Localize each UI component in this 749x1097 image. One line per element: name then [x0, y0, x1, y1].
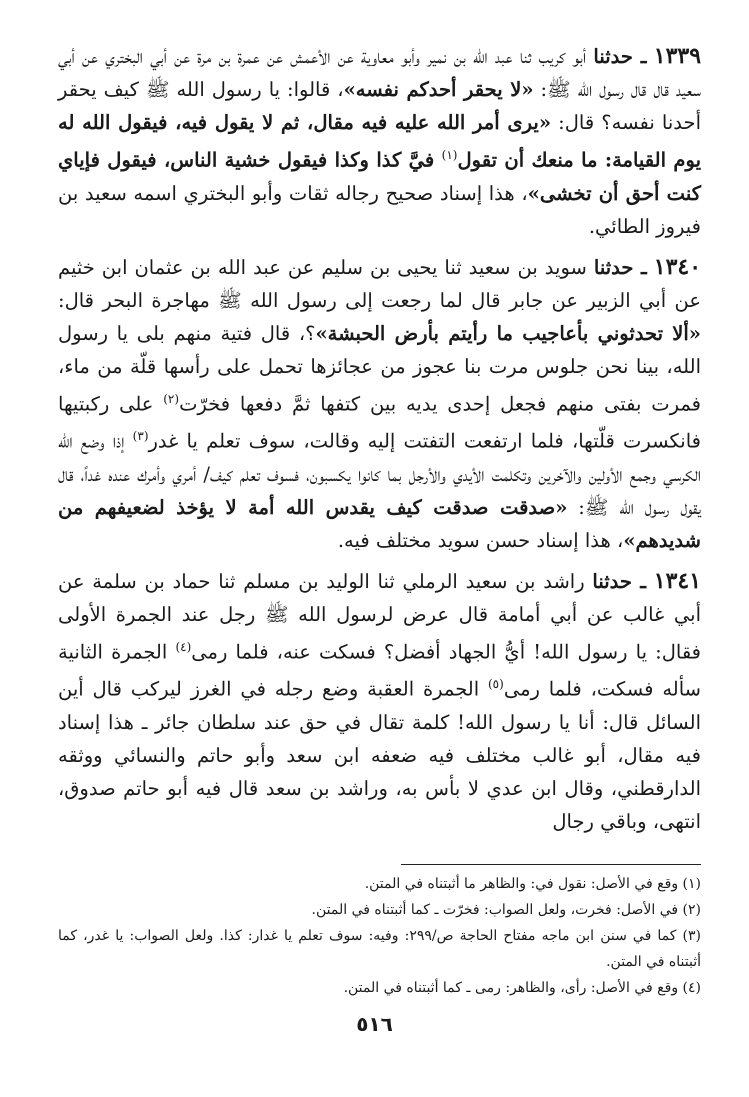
hadith-quote: «ألا تحدثوني بأعاجيب ما رأيتم بأرض الحبشة»: [315, 321, 701, 345]
hadith-text: ، هذا إسناد حسن سويد مختلف فيه.: [337, 528, 624, 552]
hadith-text: سويد بن سعيد ثنا يحيى بن سليم عن عبد الله بن عثمان ابن خثيم عن أبي الزبير عن جابر قال لما رجعت إلى رسول الله ﷺ مهاجرة البحر قال:: [58, 255, 701, 312]
footnote-ref-4[interactable]: (٤): [175, 639, 192, 654]
hadith-1339: [58, 40, 701, 243]
hadith-1341: [58, 565, 701, 838]
hadith-quote: «لا يحقر أحدكم نفسه»: [343, 78, 534, 101]
hadith-keyword: ـ حدثنا: [593, 255, 647, 279]
hadith-number: ١٣٣٩: [653, 43, 702, 69]
hadith-text: الجمرة الثانية سأله فسكت، فلما رمى: [58, 640, 701, 701]
hadith-text: ، قالوا: يا رسول الله ﷺ كيف يحقر أحدنا نفسه؟ قال:: [58, 78, 701, 134]
footnote-divider: [401, 864, 701, 865]
hadith-keyword: ـ حدثنا: [593, 45, 647, 68]
hadith-number: ١٣٤٠: [653, 253, 702, 280]
hadith-text: راشد بن سعيد الرملي ثنا الوليد بن مسلم ثنا حماد بن سلمة عن أبي غالب عن أبي أمامة قال عرض لرسول الله ﷺ رجل عند الجمرة الأولى فقال: يا رسول الله! أيُّ الجهاد أفضل؟ فسكت عنه، فلما رمى: [58, 569, 702, 663]
hadith-text: إذا وضع الله الكرسي وجمع الأولين والآخرين وتكلمت الأيدي والأرجل بما كانوا يكسبون، فسوف تعلم كيف/ أمري وأمرك عنده غداً، قال يقول رسول الله ﷺ:: [58, 429, 701, 519]
hadith-1340: [58, 251, 701, 557]
hadith-text: أبو كريب ثنا عبد الله بن نمير وأبو معاوية عن الأعمش عن عمرة بن مرة عن أبي البختري عن أبي سعيد قال قال رسول الله ﷺ:: [58, 45, 701, 101]
hadith-quote: «صدقت صدقت كيف يقدس الله أمة لا يؤخذ لضعيفهم من شديدهم»: [58, 495, 701, 552]
page-number: ٥١٦: [356, 1012, 393, 1036]
hadith-text: الجمرة العقبة وضع رجله في الغرز ليركب قال أين السائل قال: أنا يا رسول الله! كلمة تقال في حق عند سلطان جائر ـ هذا إسناد فيه مقال، أبو غالب مختلف فيه ضعفه ابن سعد وأبو حاتم والنسائي ووثقه الدارقطني، وقال ابن عدي لا بأس به، وراشد بن سعد قال فيه أبو حاتم صدوق، انتهى، وباقي رجال: [58, 677, 701, 833]
hadith-quote: فيَّ كذا وكذا فيقول خشية الناس، فيقول فإياي كنت أحق أن تخشى»: [58, 148, 701, 205]
footnote-1: (١) وقع في الأصل: نقول في: والظاهر ما أثبتناه في المتن.: [364, 875, 701, 892]
hadith-text: ؟، قال فتية منهم بلى يا رسول الله، بينا نحن جلوس مرت بنا عجوز من عجائزها تحمل على رأسها قلّة من ماء، فمرت بفتى منهم فجعل إحدى يديه بين كتفها ثمَّ دفعها فخرّت: [58, 321, 701, 415]
footnote-2: (٢) في الأصل: فخرت، ولعل الصواب: فخرّت ـ كما أثبتناه في المتن.: [311, 901, 701, 918]
footnote-ref-2[interactable]: (٢): [163, 391, 180, 406]
hadith-text: على ركبتيها فانكسرت قلّتها، فلما ارتفعت التفتت إليه وقالت، سوف تعلم يا غدر: [58, 392, 701, 453]
footnote-ref-3[interactable]: (٣): [132, 429, 149, 443]
footnote-ref-1[interactable]: (١): [441, 148, 458, 162]
footnote-3: (٣) كما في سنن ابن ماجه مفتاح الحاجة ص/٢٩٩: وفيه: سوف تعلم يا غدار: كذا. ولعل الصواب: يا غدر، كما أثبتناه في المتن.: [58, 927, 701, 970]
footnotes: [58, 871, 701, 1001]
footnote-ref-5[interactable]: (٥): [487, 677, 504, 691]
hadith-keyword: ـ حدثنا: [592, 569, 646, 593]
hadith-number: ١٣٤١: [653, 567, 702, 594]
hadith-quote: «يرى أمر الله عليه فيه مقال، ثم لا يقول فيه، فيقول الله له يوم القيامة: ما منعك أن تقول: [58, 111, 702, 172]
footnote-4: (٤) وقع في الأصل: رأى، والظاهر: رمى ـ كما أثبتناه في المتن.: [343, 979, 701, 996]
hadith-text: ، هذا إسناد صحيح رجاله ثقات وأبو البختري اسمه سعيد بن فيروز الطائي.: [58, 181, 701, 238]
